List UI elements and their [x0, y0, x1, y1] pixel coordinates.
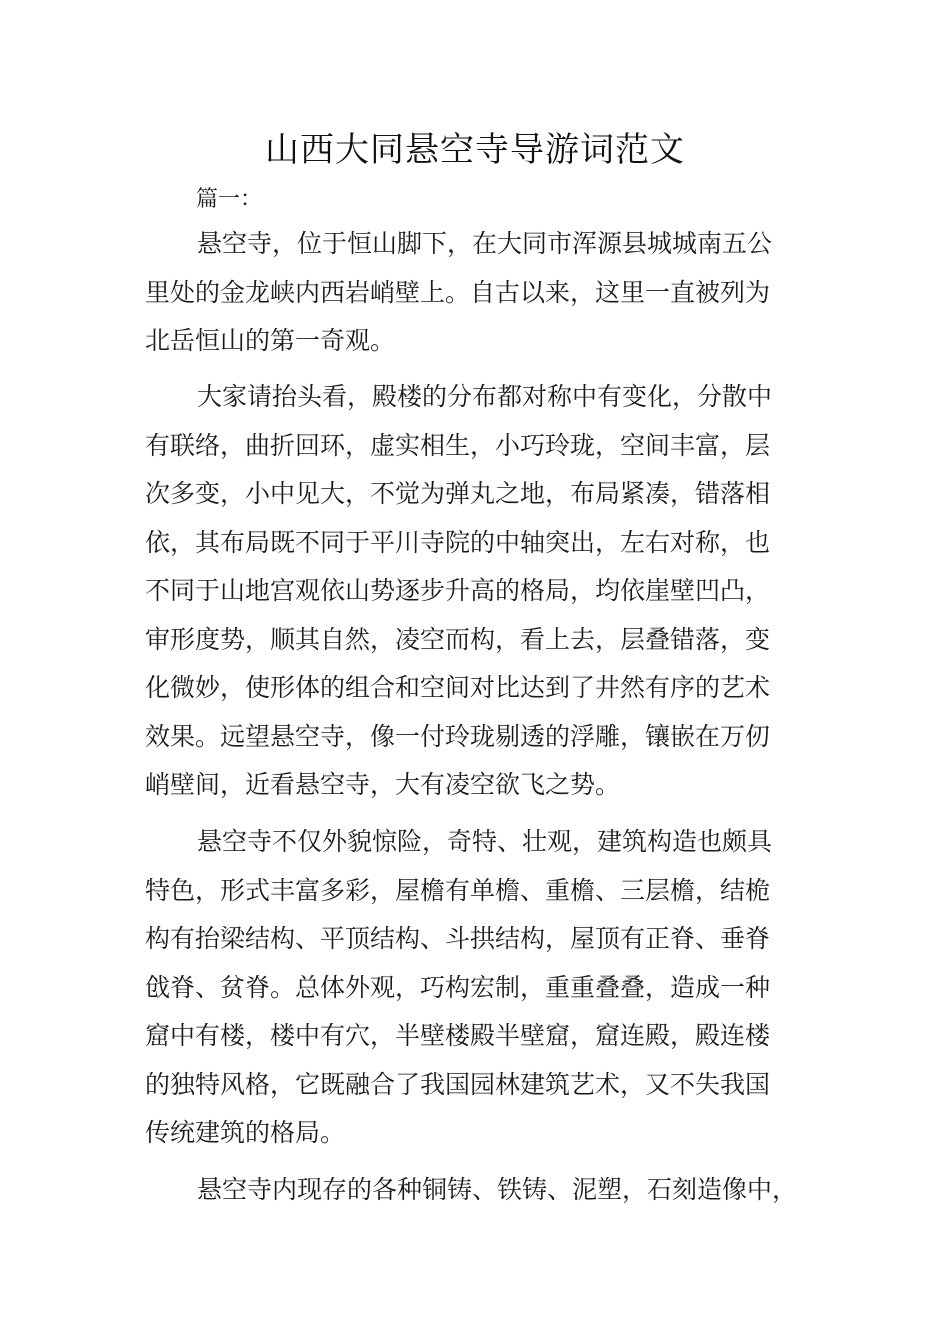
- paragraph-line: 悬空寺内现存的各种铜铸、铁铸、泥塑，石刻造像中，: [197, 1175, 798, 1204]
- paragraph-4: [145, 1166, 810, 1215]
- paragraph-line: 里处的金龙峡内西岩峭壁上。自古以来，这里一直被列为: [145, 277, 771, 307]
- paragraph-line: 不同于山地宫观依山势逐步升高的格局，均依崖壁凹凸，: [145, 576, 771, 605]
- paragraph-line: 依，其布局既不同于平川寺院的中轴突出，左右对称，也: [145, 527, 771, 557]
- paragraph-1: [145, 220, 810, 366]
- paragraph-line: 效果。远望悬空寺，像一付玲珑剔透的浮雕，镶嵌在万仞: [145, 721, 771, 751]
- paragraph-line: 戗脊、贫脊。总体外观，巧构宏制，重重叠叠，造成一种: [145, 972, 771, 1002]
- paragraph-line: 北岳恒山的第一奇观。: [145, 326, 396, 355]
- paragraph-3: [145, 818, 810, 1158]
- paragraph-line: 审形度势，顺其自然，凌空而构，看上去，层叠错落，变: [145, 624, 771, 654]
- paragraph-line: 传统建筑的格局。: [145, 1118, 346, 1147]
- paragraph-line: 峭壁间，近看悬空寺，大有凌空欲飞之势。: [145, 770, 621, 799]
- document-title: 山西大同悬空寺导游词范文: [265, 130, 685, 170]
- paragraph-line: 的独特风格，它既融合了我国园林建筑艺术，又不失我国: [145, 1069, 771, 1099]
- paragraph-line: 悬空寺不仅外貌惊险，奇特、壮观，建筑构造也颇具: [197, 827, 773, 856]
- paragraph-line: 构有抬梁结构、平顶结构、斗拱结构，屋顶有正脊、垂脊: [145, 924, 771, 953]
- paragraph-line: 有联络，曲折回环，虚实相生，小巧玲珑，空间丰富，层: [145, 430, 771, 460]
- paragraph-line: 大家请抬头看，殿楼的分布都对称中有变化，分散中: [197, 382, 773, 411]
- paragraph-line: 化微妙，使形体的组合和空间对比达到了井然有序的艺术: [145, 673, 771, 702]
- paragraph-line: 特色，形式丰富多彩，屋檐有单檐、重檐、三层檐，结桅: [145, 875, 771, 905]
- paragraph-2: [145, 373, 810, 810]
- paragraph-line: 次多变，小中见大，不觉为弹丸之地，布局紧凑，错落相: [145, 479, 771, 508]
- paragraph-line: 悬空寺，位于恒山脚下，在大同市浑源县城城南五公: [197, 229, 773, 258]
- section-label: 篇一：: [196, 187, 263, 212]
- paragraph-line: 窟中有楼，楼中有穴，半壁楼殿半壁窟，窟连殿，殿连楼: [145, 1021, 771, 1050]
